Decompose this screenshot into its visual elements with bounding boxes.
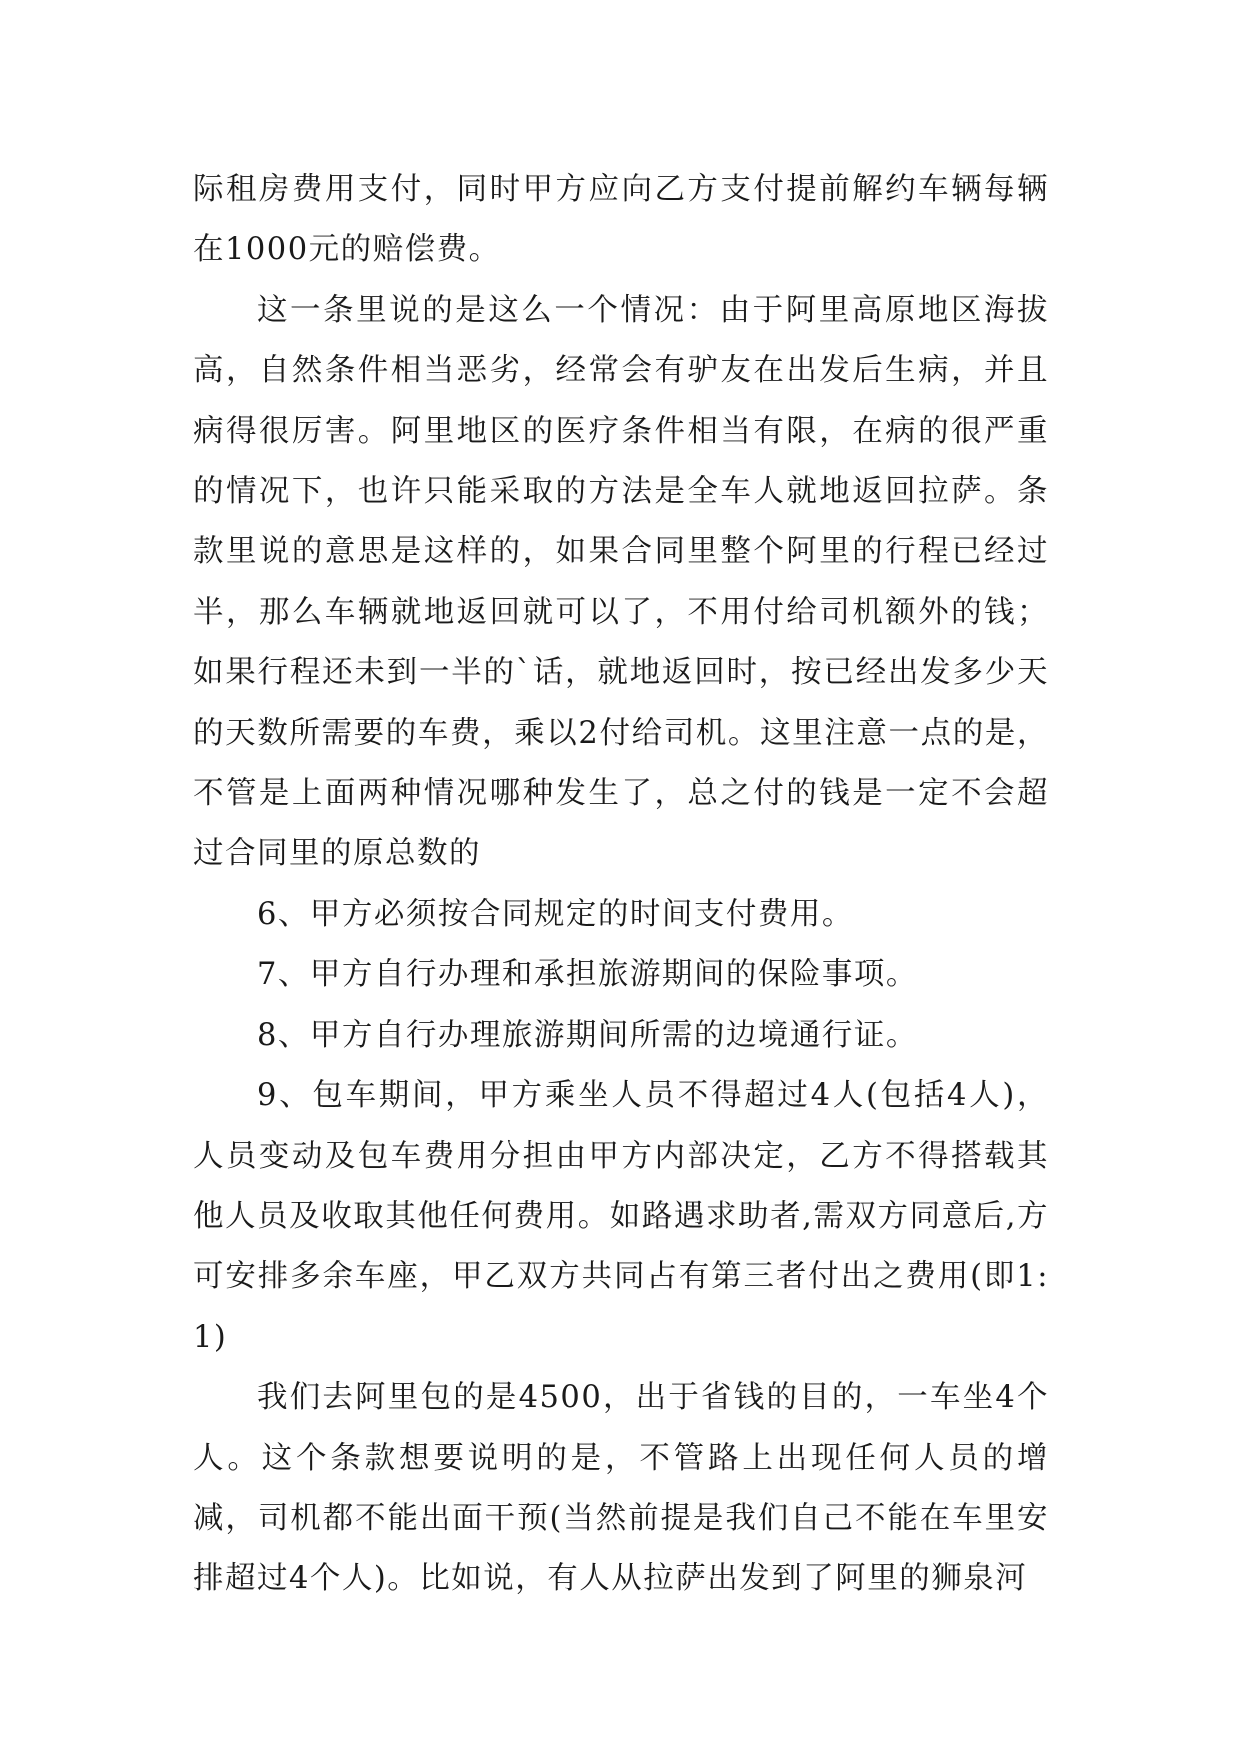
paragraph-clause-6: 6、甲方必须按合同规定的时间支付费用。 [257,896,854,932]
paragraph-passenger-explanation: 我们去阿里包的是4500，出于省钱的目的，一车坐4个人。这个条款想要说明的是，不管路上出现任何人员的增减，司机都不能出面干预(当然前提是我们自己不能在车里安排超过4个人)。比如说，有人从拉萨出发到了阿里的狮泉河 [193,1380,1049,1597]
paragraph-illness-explanation: 这一条里说的是这么一个情况：由于阿里高原地区海拔高，自然条件相当恶劣，经常会有驴友在出发后生病，并且病得很厉害。阿里地区的医疗条件相当有限，在病的很严重的情况下，也许只能采取的方法是全车人就地返回拉萨。条款里说的意思是这样的，如果合同里整个阿里的行程已经过半，那么车辆就地返回就可以了，不用付给司机额外的钱；如果行程还未到一半的`话，就地返回时，按已经出发多少天的天数所需要的车费，乘以2付给司机。这里注意一点的是，不管是上面两种情况哪种发生了，总之付的钱是一定不会超过合同里的原总数的 [193,292,1049,872]
paragraph-clause-7: 7、甲方自行办理和承担旅游期间的保险事项。 [257,957,918,993]
paragraph-clause-8: 8、甲方自行办理旅游期间所需的边境通行证。 [257,1017,918,1053]
paragraph-clause-9: 9、包车期间，甲方乘坐人员不得超过4人(包括4人)，人员变动及包车费用分担由甲方内部决定，乙方不得搭载其他人员及收取其他任何费用。如路遇求助者,需双方同意后,方可安排多余车座，甲乙双方共同占有第三者付出之费用(即1:1) [193,1078,1049,1355]
paragraph-compensation-clause: 际租房费用支付，同时甲方应向乙方支付提前解约车辆每辆在1000元的赔偿费。 [193,172,1049,268]
document-body [193,160,1049,1610]
